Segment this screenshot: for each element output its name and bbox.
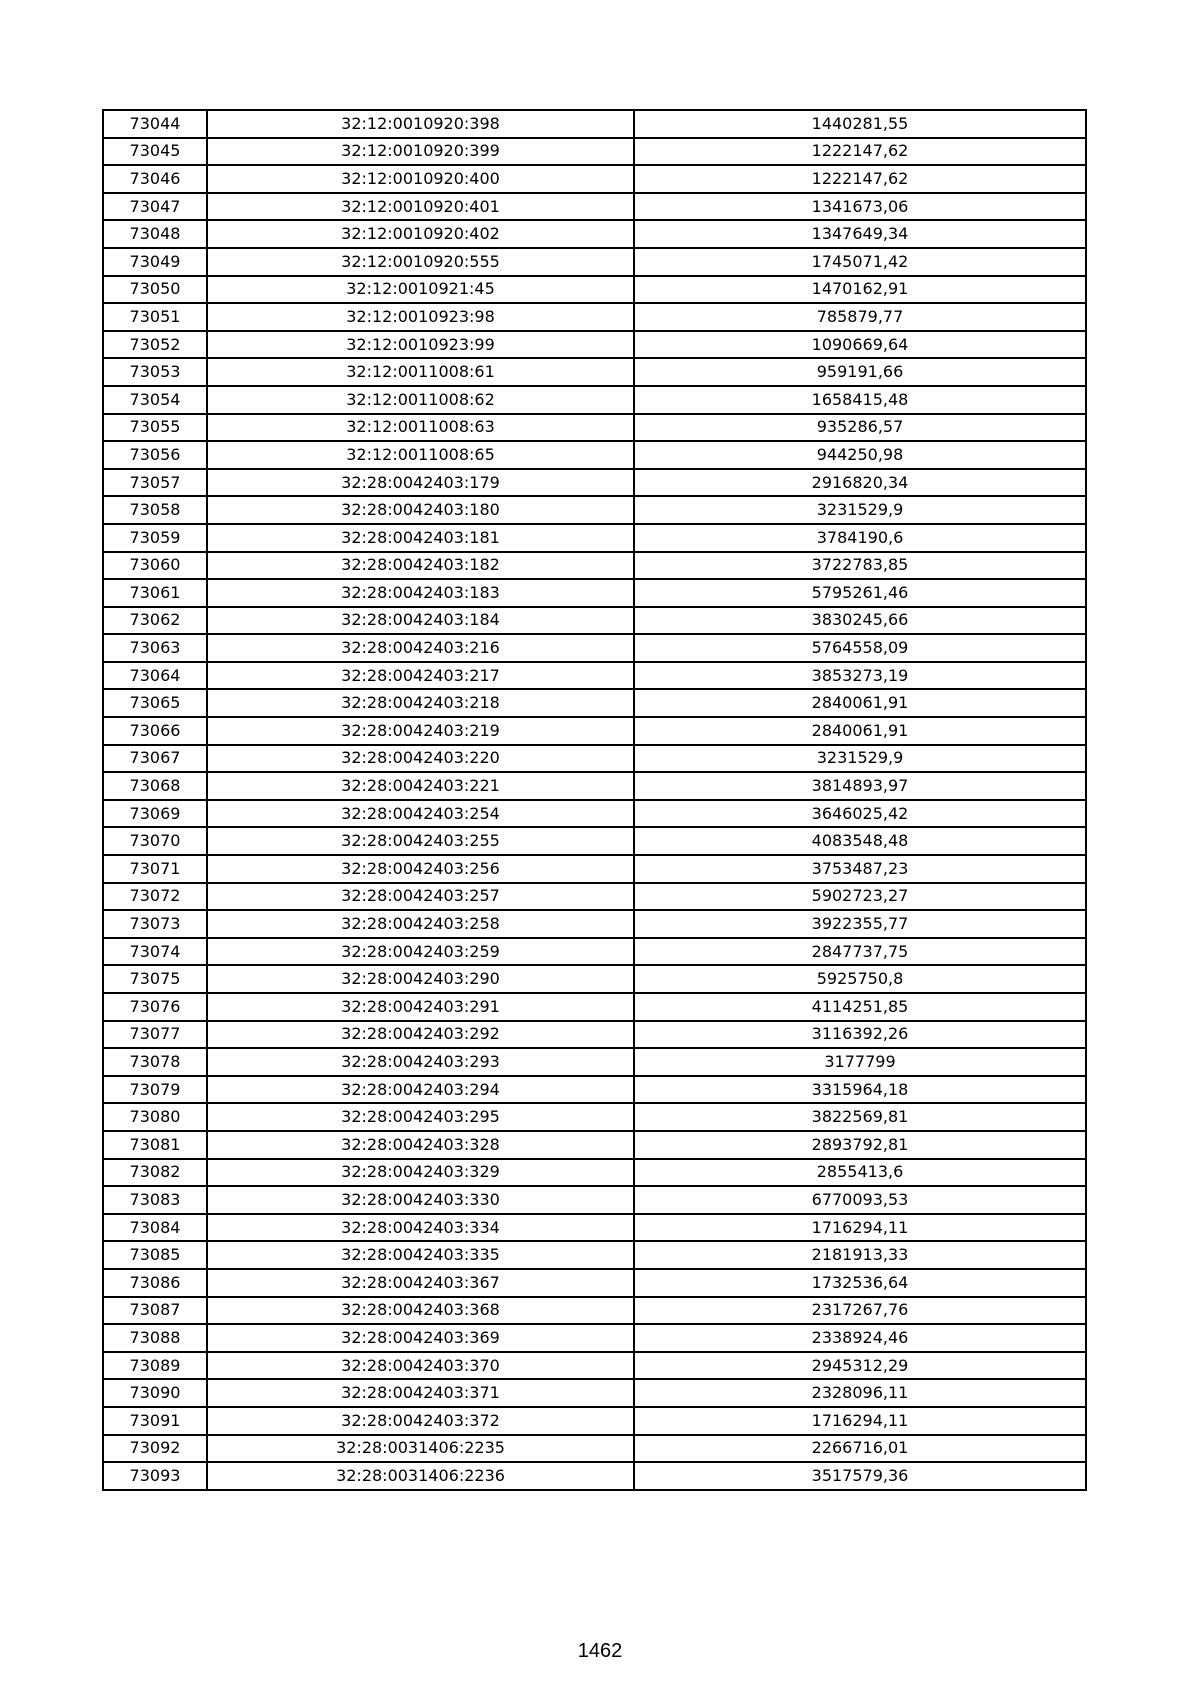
value-cell: 2317267,76 [634, 1297, 1086, 1325]
value-cell: 785879,77 [634, 303, 1086, 331]
value-cell: 2338924,46 [634, 1324, 1086, 1352]
row-number-cell: 73067 [103, 745, 207, 773]
cadastral-number-cell: 32:28:0042403:255 [207, 827, 634, 855]
cadastral-number-cell: 32:12:0010920:398 [207, 110, 634, 138]
value-cell: 2847737,75 [634, 938, 1086, 966]
row-number-cell: 73053 [103, 358, 207, 386]
table-row [103, 220, 1086, 248]
table-row [103, 303, 1086, 331]
row-number-cell: 73083 [103, 1186, 207, 1214]
cadastral-number-cell: 32:28:0042403:256 [207, 855, 634, 883]
table-row [103, 1324, 1086, 1352]
table-row [103, 855, 1086, 883]
row-number-cell: 73080 [103, 1103, 207, 1131]
row-number-cell: 73063 [103, 634, 207, 662]
table-row [103, 1076, 1086, 1104]
cadastral-number-cell: 32:28:0042403:259 [207, 938, 634, 966]
value-cell: 3814893,97 [634, 772, 1086, 800]
value-cell: 3231529,9 [634, 745, 1086, 773]
cadastral-number-cell: 32:28:0042403:254 [207, 800, 634, 828]
cadastral-number-cell: 32:12:0011008:63 [207, 414, 634, 442]
value-cell: 2328096,11 [634, 1379, 1086, 1407]
cadastral-number-cell: 32:28:0042403:184 [207, 607, 634, 635]
cadastral-number-cell: 32:28:0042403:291 [207, 993, 634, 1021]
row-number-cell: 73075 [103, 965, 207, 993]
value-cell: 2945312,29 [634, 1352, 1086, 1380]
value-cell: 935286,57 [634, 414, 1086, 442]
value-cell: 2893792,81 [634, 1131, 1086, 1159]
value-cell: 1745071,42 [634, 248, 1086, 276]
row-number-cell: 73055 [103, 414, 207, 442]
cadastral-number-cell: 32:28:0042403:216 [207, 634, 634, 662]
row-number-cell: 73052 [103, 331, 207, 359]
row-number-cell: 73062 [103, 607, 207, 635]
table-row [103, 1435, 1086, 1463]
row-number-cell: 73057 [103, 469, 207, 497]
table-row [103, 469, 1086, 497]
cadastral-number-cell: 32:28:0042403:292 [207, 1021, 634, 1049]
cadastral-number-cell: 32:28:0042403:295 [207, 1103, 634, 1131]
row-number-cell: 73050 [103, 276, 207, 304]
row-number-cell: 73081 [103, 1131, 207, 1159]
value-cell: 5925750,8 [634, 965, 1086, 993]
value-cell: 1716294,11 [634, 1407, 1086, 1435]
cadastral-number-cell: 32:28:0042403:368 [207, 1297, 634, 1325]
value-cell: 4083548,48 [634, 827, 1086, 855]
value-cell: 3315964,18 [634, 1076, 1086, 1104]
row-number-cell: 73089 [103, 1352, 207, 1380]
value-cell: 3922355,77 [634, 910, 1086, 938]
value-cell: 3753487,23 [634, 855, 1086, 883]
value-cell: 3822569,81 [634, 1103, 1086, 1131]
table-row [103, 1021, 1086, 1049]
row-number-cell: 73070 [103, 827, 207, 855]
row-number-cell: 73044 [103, 110, 207, 138]
value-cell: 1658415,48 [634, 386, 1086, 414]
cadastral-number-cell: 32:12:0010920:400 [207, 165, 634, 193]
row-number-cell: 73073 [103, 910, 207, 938]
table-row [103, 662, 1086, 690]
table-row [103, 1131, 1086, 1159]
value-cell: 2840061,91 [634, 689, 1086, 717]
cadastral-number-cell: 32:12:0010923:98 [207, 303, 634, 331]
table-row [103, 1379, 1086, 1407]
table-row [103, 634, 1086, 662]
value-cell: 6770093,53 [634, 1186, 1086, 1214]
cadastral-number-cell: 32:28:0042403:182 [207, 552, 634, 580]
table-row [103, 1462, 1086, 1490]
table-row [103, 414, 1086, 442]
value-cell: 1222147,62 [634, 165, 1086, 193]
table-row [103, 138, 1086, 166]
row-number-cell: 73048 [103, 220, 207, 248]
cadastral-number-cell: 32:28:0042403:371 [207, 1379, 634, 1407]
table-row [103, 1159, 1086, 1187]
value-cell: 944250,98 [634, 441, 1086, 469]
table-row [103, 276, 1086, 304]
table-row [103, 358, 1086, 386]
table-row [103, 745, 1086, 773]
cadastral-number-cell: 32:28:0042403:367 [207, 1269, 634, 1297]
cadastral-number-cell: 32:28:0042403:219 [207, 717, 634, 745]
cadastral-number-cell: 32:12:0010921:45 [207, 276, 634, 304]
cadastral-number-cell: 32:28:0042403:293 [207, 1048, 634, 1076]
cadastral-number-cell: 32:28:0042403:221 [207, 772, 634, 800]
row-number-cell: 73090 [103, 1379, 207, 1407]
value-cell: 3116392,26 [634, 1021, 1086, 1049]
value-cell: 5764558,09 [634, 634, 1086, 662]
table-row [103, 524, 1086, 552]
row-number-cell: 73045 [103, 138, 207, 166]
table-row [103, 1352, 1086, 1380]
row-number-cell: 73074 [103, 938, 207, 966]
table-row [103, 607, 1086, 635]
cadastral-number-cell: 32:28:0042403:369 [207, 1324, 634, 1352]
value-cell: 2855413,6 [634, 1159, 1086, 1187]
cadastral-number-cell: 32:28:0042403:328 [207, 1131, 634, 1159]
cadastral-number-cell: 32:12:0010923:99 [207, 331, 634, 359]
table-row [103, 1214, 1086, 1242]
table-row [103, 193, 1086, 221]
cadastral-number-cell: 32:12:0010920:555 [207, 248, 634, 276]
value-cell: 2266716,01 [634, 1435, 1086, 1463]
value-cell: 3177799 [634, 1048, 1086, 1076]
row-number-cell: 73068 [103, 772, 207, 800]
row-number-cell: 73054 [103, 386, 207, 414]
value-cell: 1341673,06 [634, 193, 1086, 221]
table-row [103, 1297, 1086, 1325]
value-cell: 3646025,42 [634, 800, 1086, 828]
row-number-cell: 73092 [103, 1435, 207, 1463]
cadastral-number-cell: 32:28:0042403:180 [207, 496, 634, 524]
row-number-cell: 73072 [103, 883, 207, 911]
table-row [103, 827, 1086, 855]
value-cell: 3517579,36 [634, 1462, 1086, 1490]
table-row [103, 1048, 1086, 1076]
row-number-cell: 73071 [103, 855, 207, 883]
value-cell: 4114251,85 [634, 993, 1086, 1021]
value-cell: 1732536,64 [634, 1269, 1086, 1297]
row-number-cell: 73047 [103, 193, 207, 221]
table-row [103, 110, 1086, 138]
row-number-cell: 73076 [103, 993, 207, 1021]
row-number-cell: 73051 [103, 303, 207, 331]
table-row [103, 689, 1086, 717]
row-number-cell: 73059 [103, 524, 207, 552]
table-row [103, 1241, 1086, 1269]
row-number-cell: 73085 [103, 1241, 207, 1269]
row-number-cell: 73087 [103, 1297, 207, 1325]
cadastral-number-cell: 32:28:0042403:294 [207, 1076, 634, 1104]
page-number: 1462 [577, 1640, 623, 1662]
cadastral-number-cell: 32:28:0042403:290 [207, 965, 634, 993]
data-table-container [102, 109, 1085, 1491]
table-row [103, 800, 1086, 828]
cadastral-number-cell: 32:28:0042403:330 [207, 1186, 634, 1214]
value-cell: 1222147,62 [634, 138, 1086, 166]
value-cell: 959191,66 [634, 358, 1086, 386]
value-cell: 1470162,91 [634, 276, 1086, 304]
row-number-cell: 73058 [103, 496, 207, 524]
value-cell: 3830245,66 [634, 607, 1086, 635]
table-row [103, 1186, 1086, 1214]
value-cell: 1090669,64 [634, 331, 1086, 359]
cadastral-number-cell: 32:12:0010920:402 [207, 220, 634, 248]
row-number-cell: 73078 [103, 1048, 207, 1076]
table-row [103, 1407, 1086, 1435]
cadastral-number-cell: 32:12:0010920:399 [207, 138, 634, 166]
row-number-cell: 73086 [103, 1269, 207, 1297]
table-row [103, 772, 1086, 800]
row-number-cell: 73066 [103, 717, 207, 745]
value-cell: 3784190,6 [634, 524, 1086, 552]
cadastral-number-cell: 32:28:0042403:183 [207, 579, 634, 607]
row-number-cell: 73088 [103, 1324, 207, 1352]
table-row [103, 1269, 1086, 1297]
row-number-cell: 73084 [103, 1214, 207, 1242]
cadastral-number-cell: 32:28:0031406:2236 [207, 1462, 634, 1490]
cadastral-number-cell: 32:12:0011008:62 [207, 386, 634, 414]
table-row [103, 938, 1086, 966]
cadastral-number-cell: 32:28:0042403:329 [207, 1159, 634, 1187]
cadastral-number-cell: 32:28:0042403:257 [207, 883, 634, 911]
cadastral-number-cell: 32:12:0010920:401 [207, 193, 634, 221]
value-cell: 2181913,33 [634, 1241, 1086, 1269]
table-row [103, 579, 1086, 607]
row-number-cell: 73046 [103, 165, 207, 193]
table-row [103, 1103, 1086, 1131]
table-row [103, 552, 1086, 580]
cadastral-number-cell: 32:28:0031406:2235 [207, 1435, 634, 1463]
cadastral-number-cell: 32:28:0042403:217 [207, 662, 634, 690]
cadastral-number-cell: 32:28:0042403:334 [207, 1214, 634, 1242]
table-row [103, 441, 1086, 469]
row-number-cell: 73079 [103, 1076, 207, 1104]
row-number-cell: 73064 [103, 662, 207, 690]
table-row [103, 910, 1086, 938]
table-row [103, 248, 1086, 276]
cadastral-number-cell: 32:12:0011008:65 [207, 441, 634, 469]
table-row [103, 331, 1086, 359]
row-number-cell: 73069 [103, 800, 207, 828]
value-cell: 2840061,91 [634, 717, 1086, 745]
data-table [102, 109, 1087, 1491]
cadastral-number-cell: 32:12:0011008:61 [207, 358, 634, 386]
table-row [103, 717, 1086, 745]
value-cell: 5902723,27 [634, 883, 1086, 911]
value-cell: 5795261,46 [634, 579, 1086, 607]
row-number-cell: 73049 [103, 248, 207, 276]
cadastral-number-cell: 32:28:0042403:335 [207, 1241, 634, 1269]
table-row [103, 883, 1086, 911]
cadastral-number-cell: 32:28:0042403:258 [207, 910, 634, 938]
cadastral-number-cell: 32:28:0042403:181 [207, 524, 634, 552]
value-cell: 1716294,11 [634, 1214, 1086, 1242]
value-cell: 2916820,34 [634, 469, 1086, 497]
table-body [103, 110, 1086, 1490]
cadastral-number-cell: 32:28:0042403:372 [207, 1407, 634, 1435]
value-cell: 3231529,9 [634, 496, 1086, 524]
table-row [103, 386, 1086, 414]
table-row [103, 993, 1086, 1021]
cadastral-number-cell: 32:28:0042403:370 [207, 1352, 634, 1380]
row-number-cell: 73065 [103, 689, 207, 717]
value-cell: 1347649,34 [634, 220, 1086, 248]
row-number-cell: 73060 [103, 552, 207, 580]
value-cell: 3722783,85 [634, 552, 1086, 580]
value-cell: 3853273,19 [634, 662, 1086, 690]
row-number-cell: 73093 [103, 1462, 207, 1490]
row-number-cell: 73082 [103, 1159, 207, 1187]
row-number-cell: 73056 [103, 441, 207, 469]
row-number-cell: 73091 [103, 1407, 207, 1435]
table-row [103, 496, 1086, 524]
row-number-cell: 73061 [103, 579, 207, 607]
row-number-cell: 73077 [103, 1021, 207, 1049]
value-cell: 1440281,55 [634, 110, 1086, 138]
cadastral-number-cell: 32:28:0042403:218 [207, 689, 634, 717]
cadastral-number-cell: 32:28:0042403:220 [207, 745, 634, 773]
table-row [103, 165, 1086, 193]
table-row [103, 965, 1086, 993]
cadastral-number-cell: 32:28:0042403:179 [207, 469, 634, 497]
